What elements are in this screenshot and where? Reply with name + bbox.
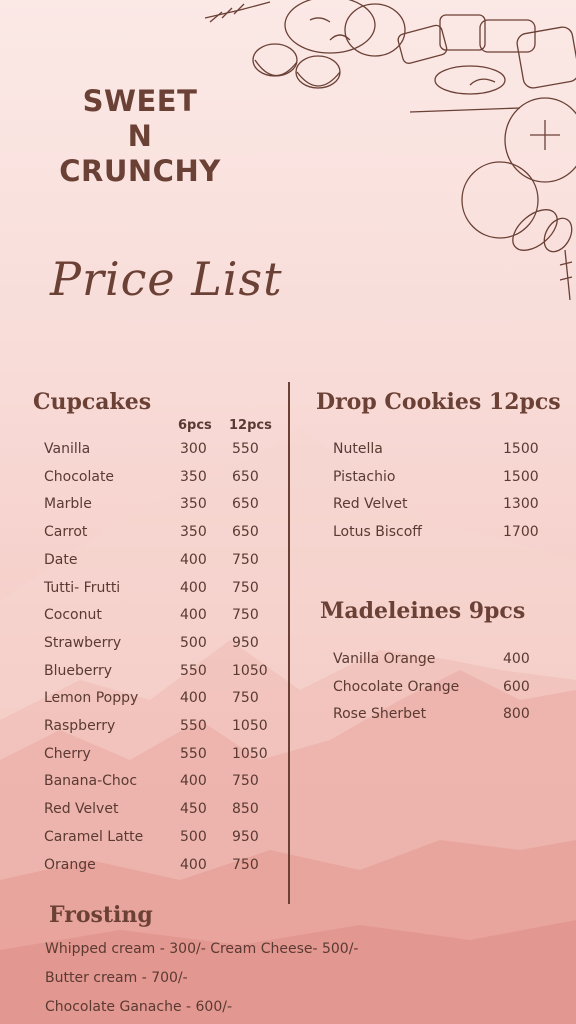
list-item	[0, 706, 576, 726]
item-price: 1700	[503, 524, 539, 541]
price-6pcs: 400	[180, 579, 207, 596]
list-item	[0, 857, 576, 877]
item-price: 800	[503, 706, 530, 723]
item-name: Orange	[44, 856, 96, 873]
price-6pcs: 400	[180, 773, 207, 790]
item-name: Coconut	[44, 607, 102, 624]
list-item	[0, 746, 576, 766]
price-12pcs: 750	[232, 579, 259, 596]
page-title: Price List	[50, 252, 283, 306]
cupcakes-heading: Cupcakes	[33, 389, 152, 415]
item-name: Carrot	[44, 524, 88, 541]
item-name: Red Velvet	[333, 496, 408, 513]
item-name: Chocolate	[44, 468, 115, 485]
list-item	[0, 524, 576, 544]
price-12pcs: 1050	[232, 718, 268, 734]
brand-line-2: N	[127, 119, 153, 153]
item-name: Raspberry	[44, 718, 116, 734]
madeleines-heading: Madeleines 9pcs	[320, 598, 526, 624]
list-item	[0, 580, 576, 600]
price-12pcs: 950	[232, 634, 259, 651]
price-6pcs: 550	[180, 662, 207, 679]
item-name: Rose Sherbet	[333, 706, 427, 723]
list-item	[0, 801, 576, 821]
item-name: Strawberry	[44, 634, 122, 651]
price-12pcs: 650	[232, 496, 259, 513]
item-name: Date	[44, 551, 78, 568]
list-item	[0, 496, 576, 516]
item-price: 400	[503, 651, 530, 667]
price-12pcs: 550	[232, 441, 259, 457]
price-12pcs: 750	[232, 551, 259, 568]
frosting-line-2: Butter cream - 700/-	[45, 970, 188, 986]
frosting-heading: Frosting	[49, 902, 153, 928]
price-12pcs: 650	[232, 468, 259, 485]
frosting-line-1: Whipped cream - 300/- Cream Cheese- 500/-	[45, 941, 359, 957]
price-6pcs: 550	[180, 718, 207, 734]
item-name: Blueberry	[44, 662, 113, 679]
price-6pcs: 500	[180, 828, 207, 845]
item-name: Caramel Latte	[44, 828, 144, 845]
price-6pcs: 550	[180, 745, 207, 762]
price-12pcs: 1050	[232, 745, 268, 762]
price-12pcs: 950	[232, 828, 259, 845]
price-6pcs: 400	[180, 551, 207, 568]
brand-line-1: SWEET	[82, 84, 198, 118]
price-12pcs: 750	[232, 773, 259, 790]
price-12pcs: 750	[232, 607, 259, 624]
frosting-line-3: Chocolate Ganache - 600/-	[45, 999, 233, 1015]
item-name: Banana-Choc	[44, 773, 138, 790]
cupcakes-col-6pcs: 6pcs	[178, 418, 212, 433]
item-name: Lotus Biscoff	[333, 524, 422, 541]
item-price: 1300	[503, 496, 539, 513]
price-12pcs: 850	[232, 801, 259, 818]
price-6pcs: 500	[180, 634, 207, 651]
brand-line-3: CRUNCHY	[59, 154, 221, 188]
item-name: Red Velvet	[44, 801, 119, 818]
item-name: Vanilla	[44, 441, 91, 457]
item-price: 600	[503, 678, 530, 695]
item-name: Nutella	[333, 441, 383, 457]
price-12pcs: 1050	[232, 662, 268, 679]
price-6pcs: 300	[180, 441, 207, 457]
price-12pcs: 650	[232, 524, 259, 541]
drop-cookies-heading: Drop Cookies 12pcs	[316, 389, 561, 415]
price-12pcs: 750	[232, 856, 259, 873]
price-6pcs: 400	[180, 607, 207, 624]
item-name: Tutti- Frutti	[44, 579, 121, 596]
price-6pcs: 350	[180, 496, 207, 513]
list-item	[0, 679, 576, 699]
item-name: Vanilla Orange	[333, 651, 436, 667]
list-item	[0, 773, 576, 793]
list-item	[0, 469, 576, 489]
list-item	[0, 552, 576, 572]
item-price: 1500	[503, 468, 539, 485]
price-6pcs: 450	[180, 801, 207, 818]
item-name: Chocolate Orange	[333, 678, 460, 695]
list-item	[0, 829, 576, 849]
price-6pcs: 350	[180, 524, 207, 541]
item-name: Marble	[44, 496, 92, 513]
brand-logo	[50, 84, 230, 189]
price-6pcs: 400	[180, 690, 207, 707]
price-6pcs: 350	[180, 468, 207, 485]
price-6pcs: 400	[180, 856, 207, 873]
item-name: Cherry	[44, 745, 91, 762]
price-12pcs: 750	[232, 690, 259, 707]
item-name: Pistachio	[333, 468, 396, 485]
cupcakes-col-12pcs: 12pcs	[229, 418, 272, 433]
item-name: Lemon Poppy	[44, 690, 139, 707]
list-item	[0, 441, 576, 461]
list-item	[0, 651, 576, 671]
item-price: 1500	[503, 441, 539, 457]
